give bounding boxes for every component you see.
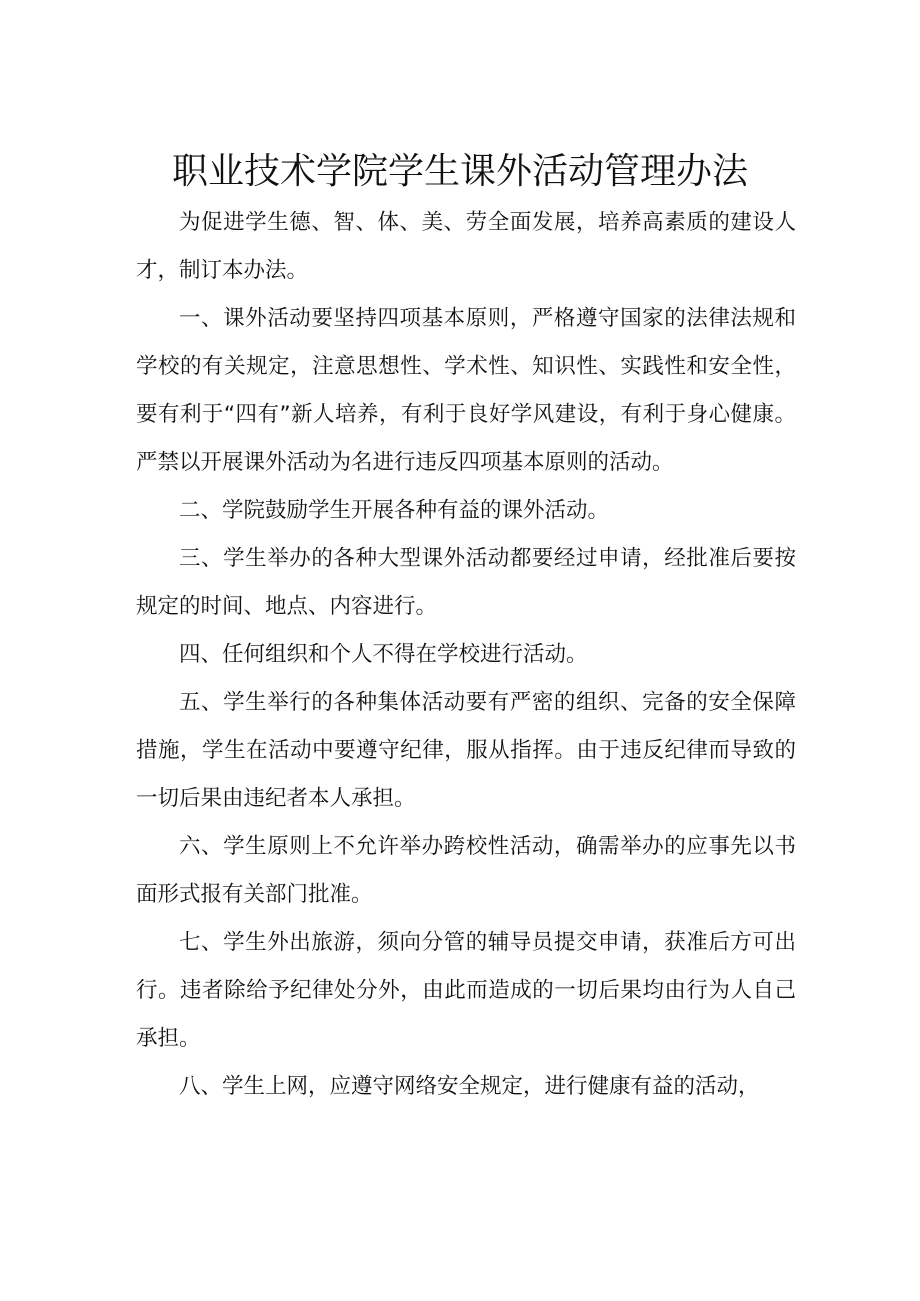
paragraph-article-7: 七、学生外出旅游，须向分管的辅导员提交申请，获准后方可出行。违者除给予纪律处分外，由此而造成的一切后果均由行为人自己承担。 (136, 930, 796, 1051)
paragraph-article-2: 二、学院鼓励学生开展各种有益的课外活动。 (179, 498, 610, 523)
paragraph-article-3: 三、学生举办的各种大型课外活动都要经过申请，经批准后要按规定的时间、地点、内容进行。 (136, 546, 796, 619)
paragraph-article-1: 一、课外活动要坚持四项基本原则，严格遵守国家的法律法规和学校的有关规定，注意思想性、学术性、知识性、实践性和安全性，要有利于“四有”新人培养，有利于良好学风建设，有利于身心健康。严禁以开展课外活动为名进行违反四项基本原则的活动。 (136, 306, 796, 475)
paragraph-article-4: 四、任何组织和个人不得在学校进行活动。 (179, 642, 588, 667)
document-title: 职业技术学院学生课外活动管理办法 (171, 151, 748, 193)
document-body (136, 199, 796, 1111)
paragraph-intro: 为促进学生德、智、体、美、劳全面发展，培养高素质的建设人才，制订本办法。 (136, 210, 796, 283)
paragraph-article-6: 六、学生原则上不允许举办跨校性活动，确需举办的应事先以书面形式报有关部门批准。 (136, 834, 796, 907)
paragraph-article-5: 五、学生举行的各种集体活动要有严密的组织、完备的安全保障措施，学生在活动中要遵守纪律，服从指挥。由于违反纪律而导致的一切后果由违纪者本人承担。 (136, 690, 796, 811)
paragraph-article-8: 八、学生上网，应遵守网络安全规定，进行健康有益的活动， (179, 1074, 760, 1099)
